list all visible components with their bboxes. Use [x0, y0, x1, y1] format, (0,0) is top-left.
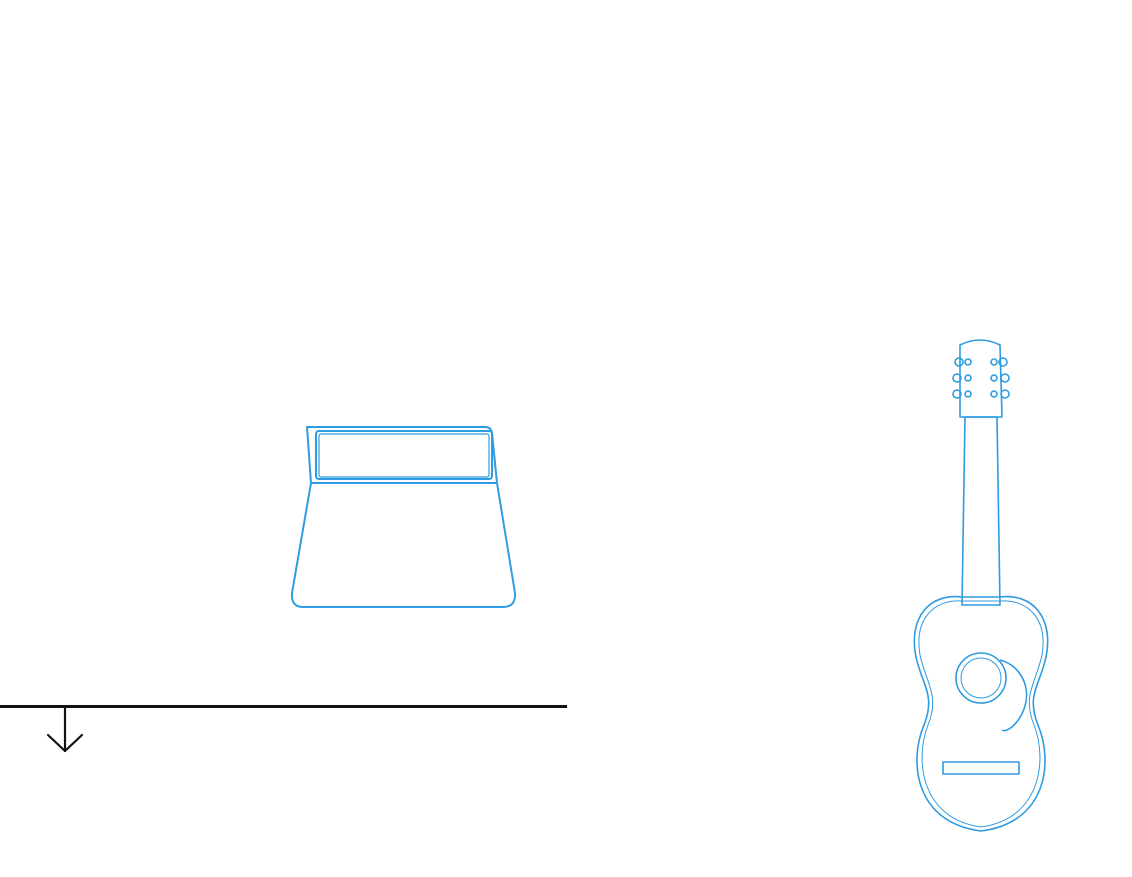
arrow-down-icon	[45, 706, 85, 754]
divider-line	[0, 705, 567, 708]
calculator-icon	[289, 423, 519, 613]
guitar-icon	[902, 335, 1082, 845]
